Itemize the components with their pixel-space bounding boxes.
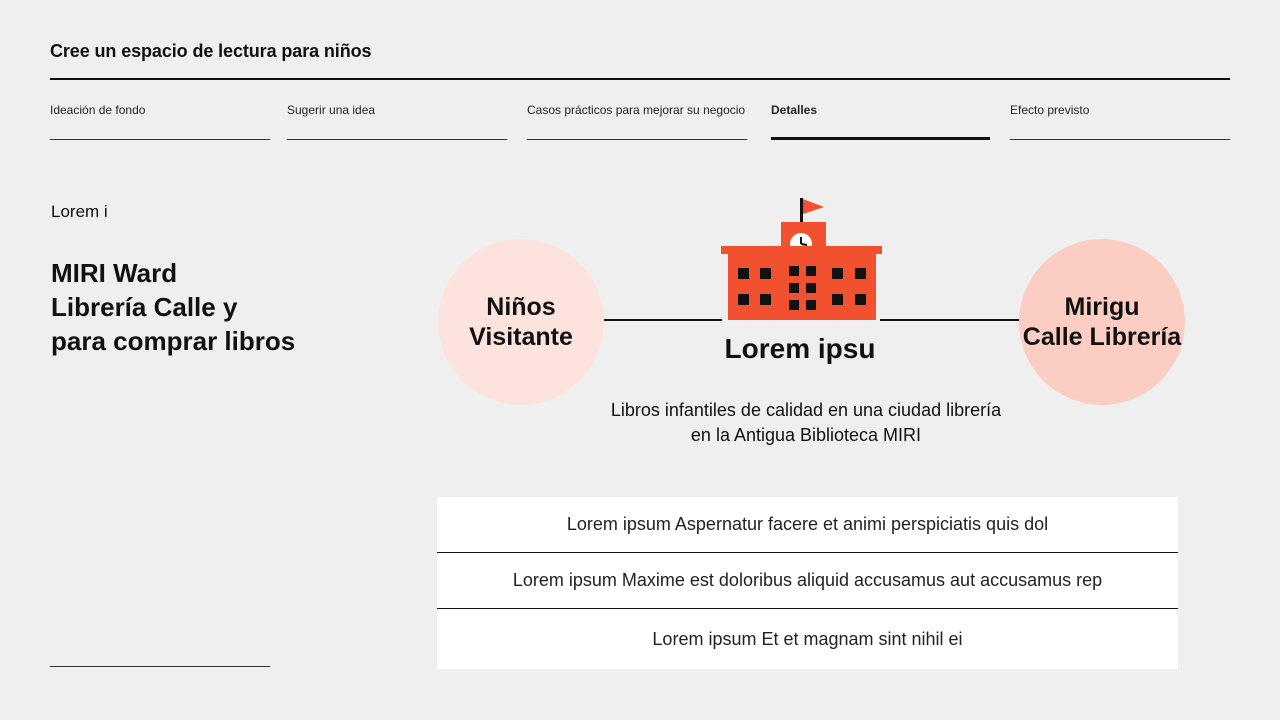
school-building-icon [719, 196, 885, 327]
page-title: Cree un espacio de lectura para niños [50, 41, 372, 61]
center-description [556, 398, 1056, 448]
tab-detalles[interactable] [771, 103, 990, 140]
tab-label: Ideación de fondo [50, 103, 146, 117]
title-divider [50, 78, 1230, 80]
tab-label: Sugerir una idea [287, 103, 376, 117]
list-item: Lorem ipsum Et et magnam sint nihil ei [652, 628, 963, 649]
tab-casos-practicos[interactable] [527, 103, 747, 140]
tab-ideacion-de-fondo[interactable] [50, 103, 270, 140]
headline-line: para comprar libros [51, 326, 296, 356]
headline-line: Librería Calle y [51, 292, 238, 322]
left-divider [50, 666, 270, 667]
list-item: Lorem ipsum Aspernatur facere et animi perspiciatis quis dol [437, 497, 1178, 553]
detail-list [437, 497, 1178, 669]
circle-label: Mirigu [1064, 293, 1140, 321]
list-item: Lorem ipsum Maxime est doloribus aliquid accusamus aut accusamus rep [437, 553, 1178, 609]
tab-label: Efecto previsto [1010, 103, 1090, 117]
tab-sugerir-una-idea[interactable] [287, 103, 507, 140]
description-line: Libros infantiles de calidad en una ciudad librería [610, 400, 1002, 420]
bookstore-street-circle [1019, 239, 1185, 405]
visitor-circle [438, 239, 604, 405]
tab-label: Casos prácticos para mejorar su negocio [527, 103, 746, 117]
center-title: Lorem ipsu [724, 333, 876, 364]
description-line: en la Antigua Biblioteca MIRI [690, 425, 922, 445]
connector-line-left [604, 319, 722, 321]
circle-label: Visitante [469, 323, 573, 351]
section-headline [51, 256, 371, 358]
headline-line: MIRI Ward [51, 258, 178, 288]
circle-label: Calle Librería [1022, 323, 1182, 351]
tab-efecto-previsto[interactable] [1010, 103, 1230, 140]
tab-label: Detalles [771, 103, 818, 117]
section-eyebrow: Lorem i [51, 202, 108, 221]
circle-label: Niños [486, 293, 556, 321]
connector-line-right [880, 319, 1020, 321]
